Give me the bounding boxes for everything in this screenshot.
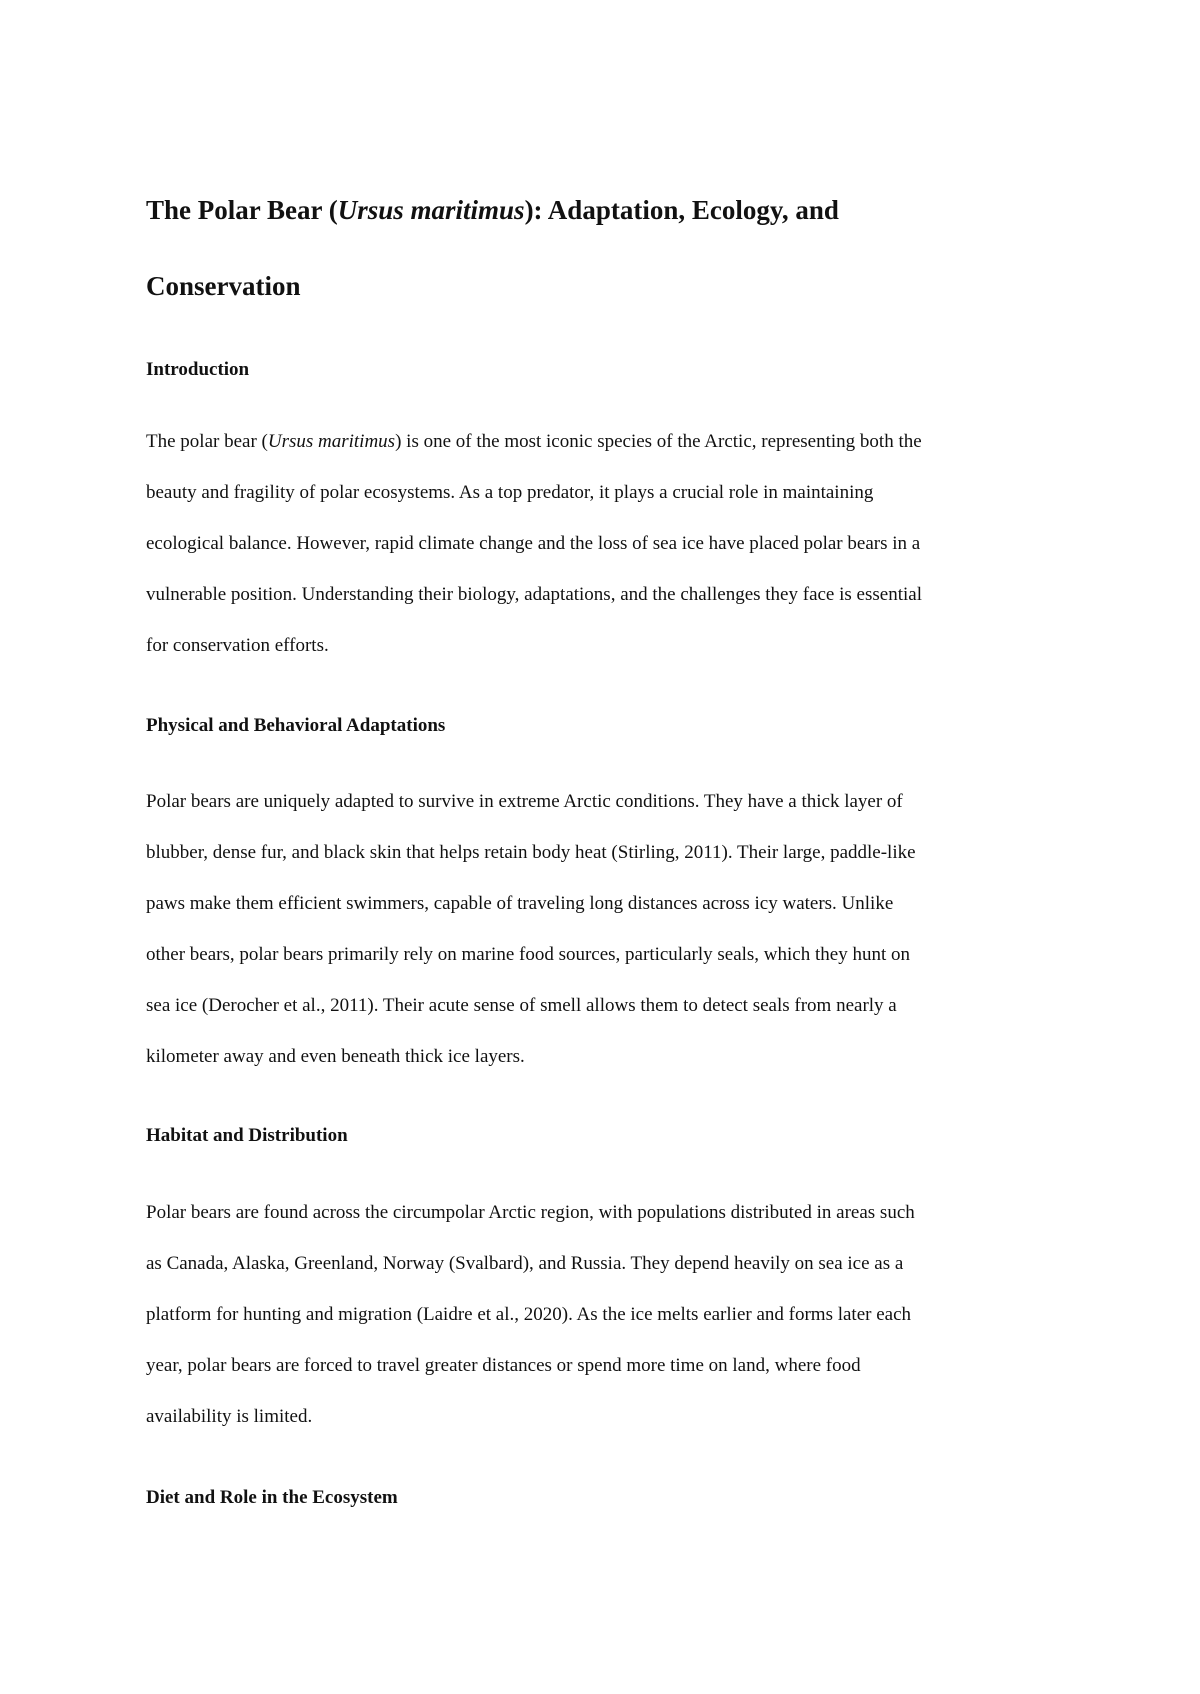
paragraph-line: sea ice (Derocher et al., 2011). Their acute sense of smell allows them to detect seals from nearly a (146, 995, 897, 1016)
species-name: Ursus maritimus (267, 431, 396, 452)
section-heading-adaptations: Physical and Behavioral Adaptations (146, 715, 446, 736)
paragraph-line: platform for hunting and migration (Laidre et al., 2020). As the ice melts earlier and forms later each (146, 1304, 912, 1325)
paragraph-line: as Canada, Alaska, Greenland, Norway (Svalbard), and Russia. They depend heavily on sea ice as a (146, 1253, 904, 1274)
paragraph-line: Polar bears are found across the circumpolar Arctic region, with populations distributed in areas such (146, 1202, 915, 1223)
paragraph-line: other bears, polar bears primarily rely on marine food sources, particularly seals, which they hunt on (146, 944, 910, 965)
section-heading-habitat: Habitat and Distribution (146, 1125, 348, 1146)
title-species-name: Ursus maritimus (337, 195, 525, 225)
paragraph-line: availability is limited. (146, 1406, 313, 1427)
paragraph-line: blubber, dense fur, and black skin that helps retain body heat (Stirling, 2011). Their large, paddle-like (146, 842, 916, 863)
paragraph-adaptations (146, 776, 1086, 1082)
paragraph-line: kilometer away and even beneath thick ice layers. (146, 1046, 525, 1067)
paragraph-line: year, polar bears are forced to travel greater distances or spend more time on land, where food (146, 1355, 861, 1376)
paragraph-line: vulnerable position. Understanding their biology, adaptations, and the challenges they face is essential (146, 584, 922, 605)
paragraph-line: Polar bears are uniquely adapted to survive in extreme Arctic conditions. They have a thick layer of (146, 791, 903, 812)
paragraph-line: for conservation efforts. (146, 635, 329, 656)
paragraph-line: ecological balance. However, rapid climate change and the loss of sea ice have placed polar bears in a (146, 533, 921, 554)
paragraph-introduction (146, 416, 1086, 671)
document-title (146, 172, 1066, 324)
title-line-2: Conservation (146, 271, 301, 301)
paragraph-line: beauty and fragility of polar ecosystems. As a top predator, it plays a crucial role in maintaining (146, 482, 874, 503)
section-heading-diet: Diet and Role in the Ecosystem (146, 1487, 398, 1508)
paragraph-habitat (146, 1187, 1086, 1442)
paragraph-line: The polar bear (Ursus maritimus) is one of the most iconic species of the Arctic, representing both the (146, 431, 922, 452)
title-line-1: The Polar Bear (Ursus maritimus): Adaptation, Ecology, and (146, 195, 839, 225)
paragraph-line: paws make them efficient swimmers, capable of traveling long distances across icy waters. Unlike (146, 893, 894, 914)
section-heading-introduction: Introduction (146, 359, 250, 380)
